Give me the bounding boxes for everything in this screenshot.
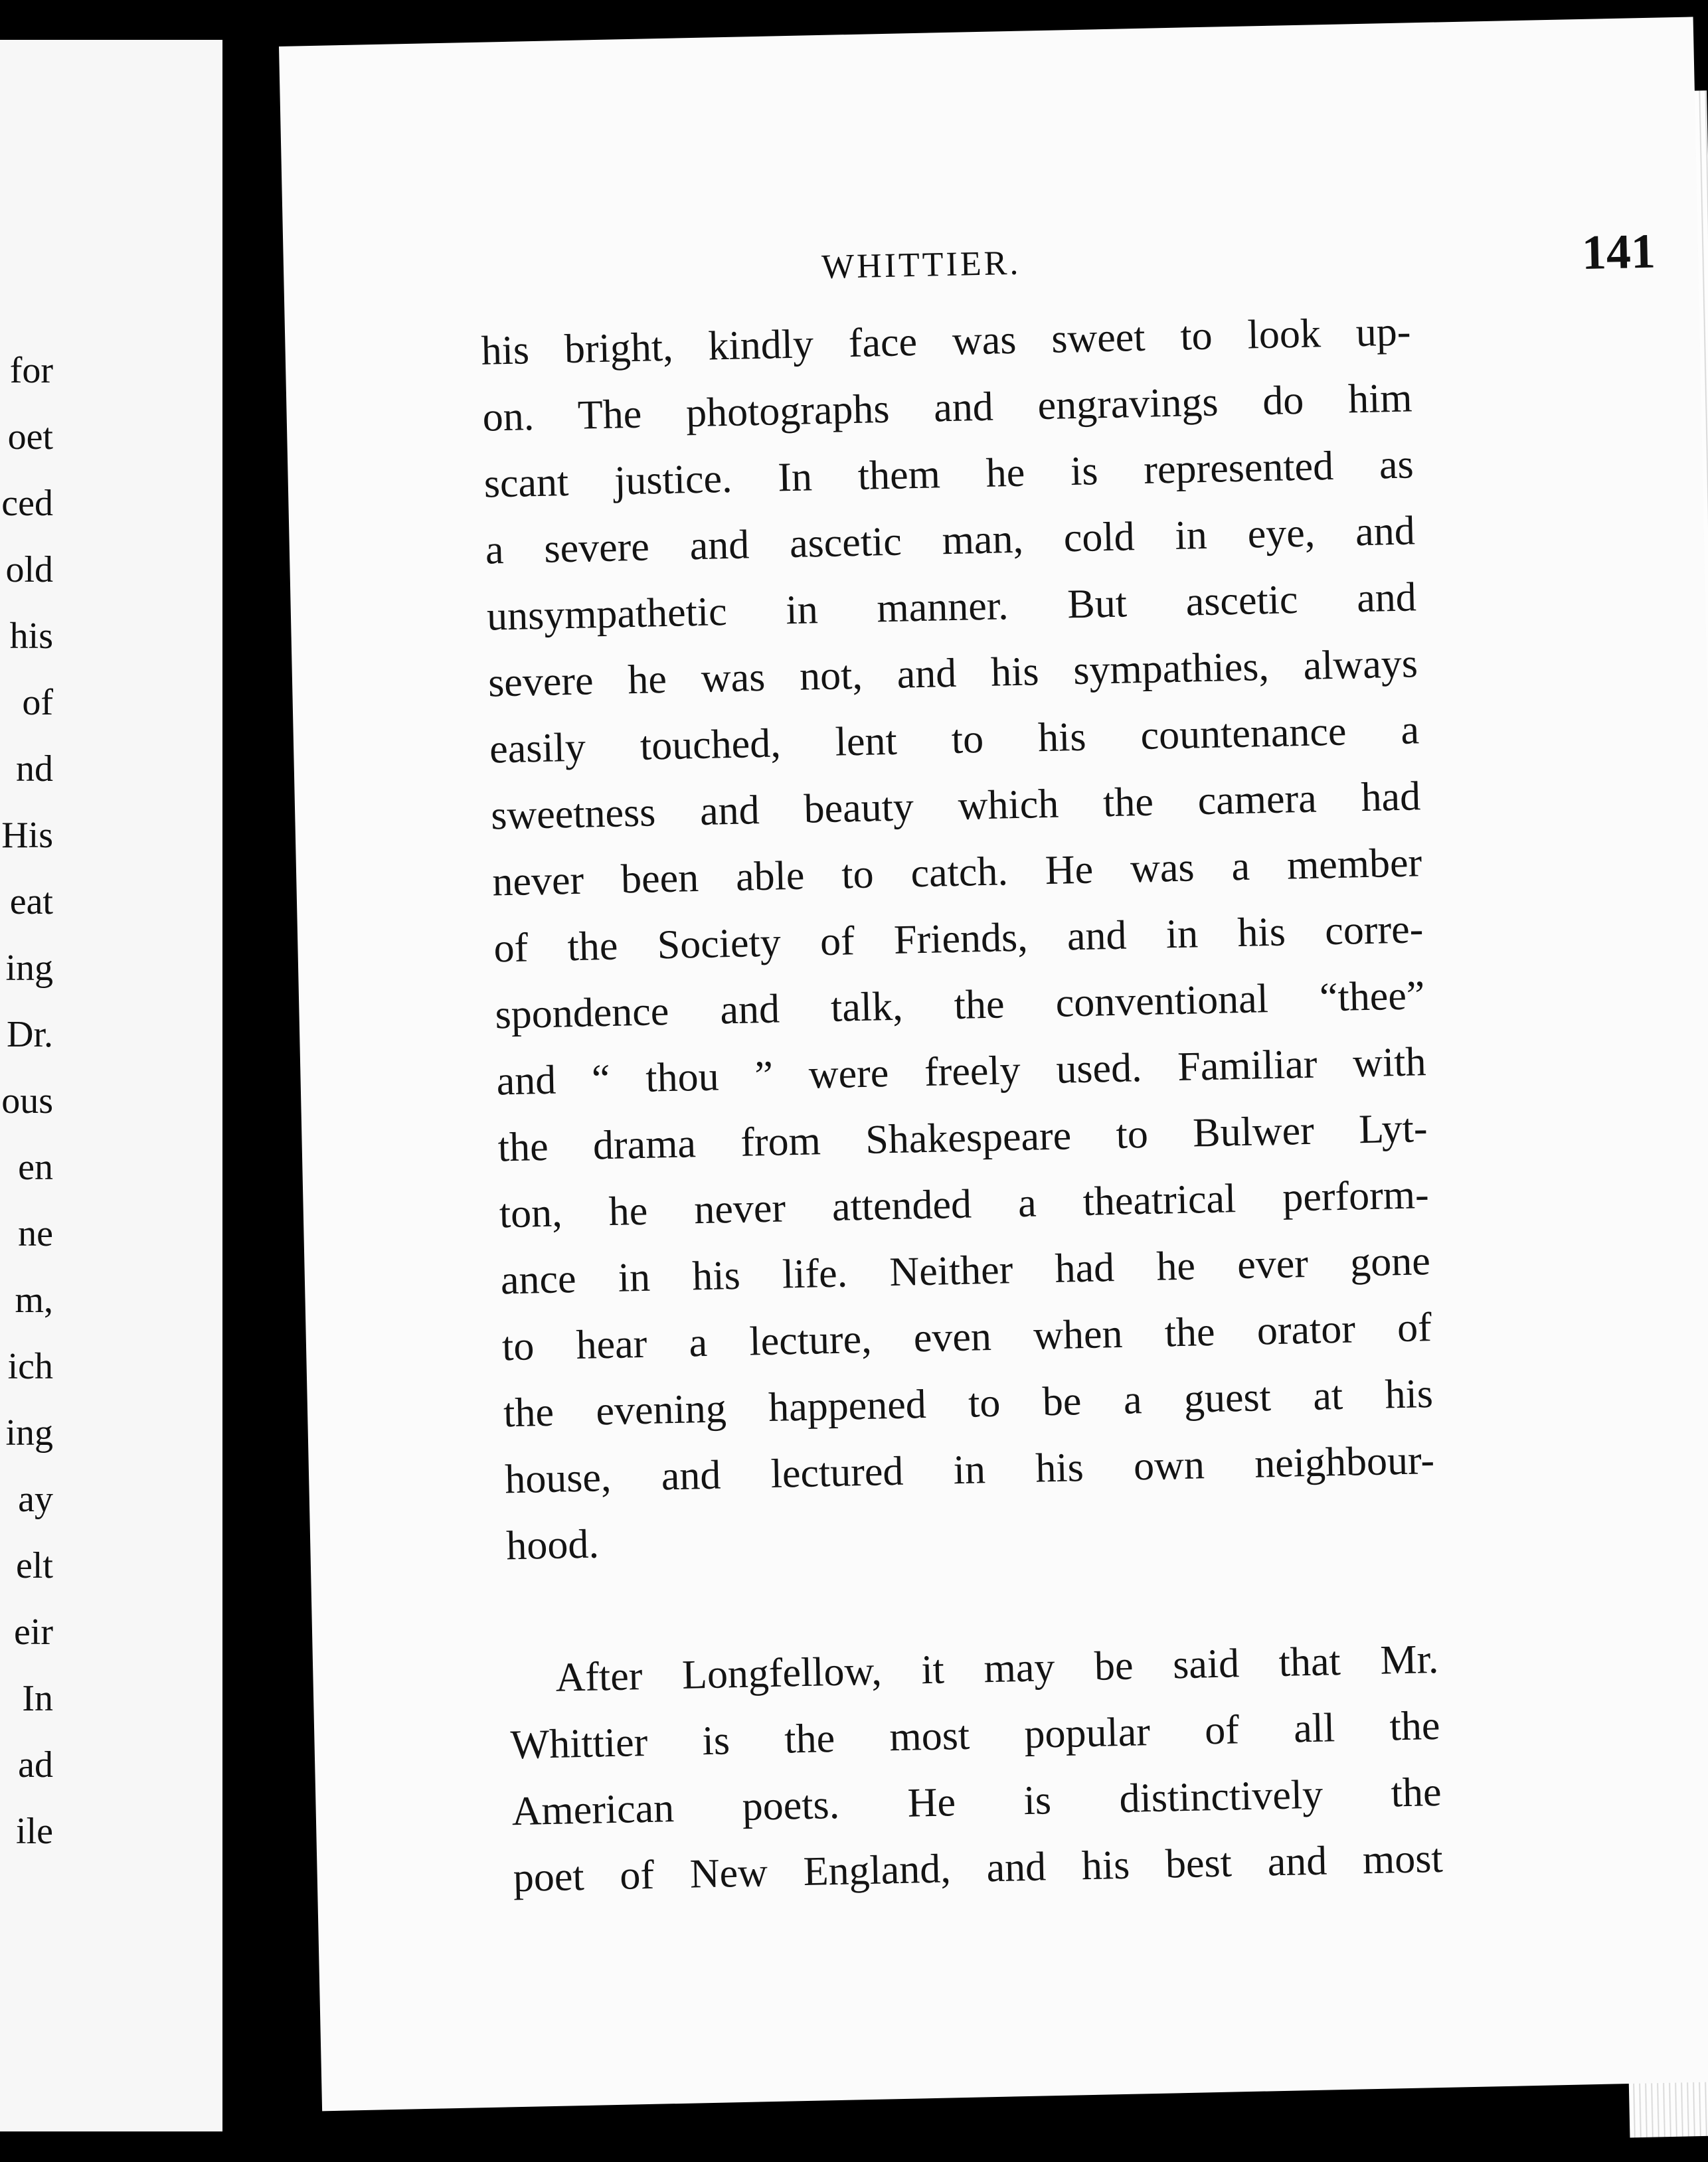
left-page-fragment: eat: [9, 881, 53, 922]
text-line: sweetness and beauty which the camera had: [490, 774, 1421, 839]
text-line: scant justice. In them he is represented as: [483, 442, 1414, 507]
left-page-fragment: ced: [1, 483, 53, 524]
paragraph-2: [509, 1626, 1444, 1911]
text-line: never been able to catch. He was a member: [491, 840, 1422, 905]
text-line: unsympathetic in manner. But ascetic and: [486, 574, 1417, 639]
text-line: a severe and ascetic man, cold in eye, and: [485, 508, 1416, 573]
left-page-fragment: ich: [7, 1346, 53, 1387]
running-head: WHITTIER.: [821, 244, 1021, 286]
text-line: After Longfellow, it may be said that Mr.: [555, 1636, 1439, 1701]
text-line: on. The photographs and engravings do him: [482, 375, 1413, 440]
left-page-fragment: old: [5, 549, 53, 590]
text-line: and “ thou ” were freely used. Familiar with: [495, 1039, 1427, 1104]
current-page: [279, 17, 1708, 2111]
left-page-fragment: m,: [15, 1280, 53, 1321]
left-page-fragment: oet: [7, 416, 53, 457]
text-line: to hear a lecture, even when the orator of: [501, 1305, 1432, 1370]
page-body: [481, 298, 1444, 1911]
text-line: poet of New England, and his best and most: [513, 1835, 1444, 1901]
text-line: house, and lectured in his own neighbour-: [504, 1438, 1435, 1503]
text-line: hood.: [505, 1521, 600, 1569]
text-line: easily touched, lent to his countenance a: [489, 707, 1420, 772]
text-line: Whittier is the most popular of all the: [509, 1703, 1441, 1768]
left-page-fragment: ous: [1, 1080, 53, 1122]
left-page-fragment: nd: [16, 748, 53, 790]
text-line: severe he was not, and his sympathies, always: [487, 641, 1418, 706]
left-page-fragment: ile: [16, 1811, 53, 1852]
left-page-fragment: ing: [5, 948, 53, 989]
book-gutter: [222, 0, 282, 2162]
text-line: American poets. He is distinctively the: [511, 1769, 1442, 1835]
left-page-fragment: ay: [18, 1479, 53, 1520]
left-page-fragment: eir: [13, 1612, 53, 1653]
text-line: the drama from Shakespeare to Bulwer Lyt-: [497, 1106, 1428, 1171]
left-page-fragment: en: [18, 1147, 53, 1188]
text-line: of the Society of Friends, and in his corre-: [493, 906, 1424, 971]
text-line: ance in his life. Neither had he ever gone: [500, 1238, 1431, 1303]
text-line: the evening happened to be a guest at his: [503, 1371, 1434, 1436]
left-page-fragment: his: [9, 616, 53, 657]
left-page-fragment: Dr.: [7, 1014, 53, 1055]
text-line: ton, he never attended a theatrical perform-: [499, 1172, 1430, 1237]
left-page-fragment: In: [22, 1678, 53, 1719]
left-page-fragment: ad: [18, 1744, 53, 1786]
left-page-fragment: for: [9, 350, 53, 391]
left-page-fragment: elt: [16, 1545, 53, 1586]
text-line: his bright, kindly face was sweet to look up-: [480, 309, 1412, 374]
left-page-fragment: ing: [5, 1412, 53, 1454]
left-page-fragment: ne: [18, 1213, 53, 1254]
paragraph-1: [481, 298, 1436, 1579]
left-page-fragment: of: [22, 682, 53, 723]
text-line: spondence and talk, the conventional “thee”: [494, 973, 1426, 1038]
left-page-fragment: His: [1, 815, 53, 856]
page-number: 141: [1581, 224, 1656, 280]
